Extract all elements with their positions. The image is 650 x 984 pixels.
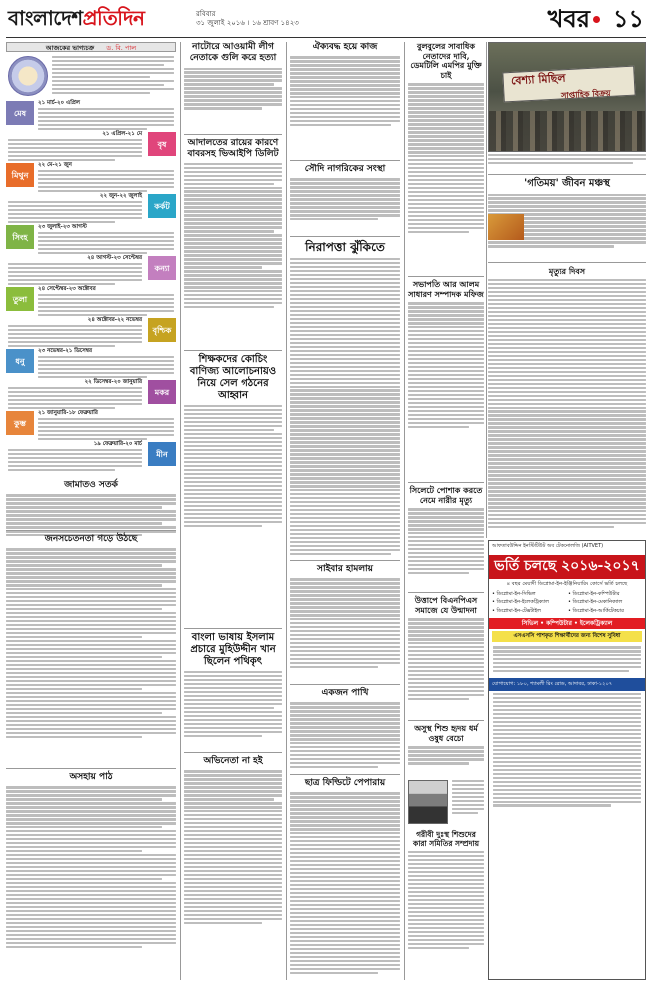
divider [488,174,646,175]
divider [184,134,282,135]
horoscope-sign [6,255,176,285]
divider [488,262,646,263]
horoscope-intro [6,54,176,98]
divider [290,160,400,161]
article-headline: বুলবুলের সাবাধিক নেতাদের দাবি, ডেমটিলি এমপির মুক্তি চাই [410,41,482,80]
divider [290,774,400,775]
column-rule [486,42,487,538]
sign-name: বৃষ [148,132,176,156]
article-natore [184,42,282,110]
sign-name: মেষ [6,101,34,125]
ad-info [489,644,645,674]
sign-dates: ২৪ আগস্ট-২৩ সেপ্টেম্বর [87,255,142,261]
ad-course-item: • ডিপ্লোমা-ইন-সিভিল [492,591,536,597]
sign-name: সিংহ [6,225,34,249]
article-body [290,258,400,555]
article-headline: নাটোরে আওয়ামী লীগ নেতাকে গুলি করে হত্যা [189,42,277,64]
dateline [196,10,299,28]
article-headline: অসুস্থ শিশু হৃদয় ধর্ম ওষুধ বেচো [414,723,478,743]
sign-text [38,232,174,254]
sign-name: মীন [148,442,176,466]
divider [6,530,176,531]
horoscope-sign [6,162,176,192]
sign-text [8,449,142,471]
divider [408,276,484,277]
article-amar [6,772,176,948]
article-obhineta [184,756,282,924]
event-photo [488,214,524,240]
article-headline: ছাত্র ফিল্ডিটে পেপারায় [304,778,386,788]
article-headline: একজন পাখি [321,688,369,698]
divider [408,720,484,721]
article-center-5 [290,688,400,768]
article-headline: মৃত্যুর দিবস [548,266,586,276]
article-body [488,279,646,528]
sign-dates: ২১ জানুয়ারি-১৮ ফেব্রুয়ারি [38,410,98,416]
column-rule [286,42,287,980]
article-body [184,68,282,110]
photo-side-text [452,780,484,814]
logo-part1: বাংলাদেশ [8,6,83,30]
article-body [408,83,484,233]
article-headline: অভিনেতা না হই [203,756,263,766]
article-c4-2 [408,280,484,428]
sign-text [38,356,174,378]
sign-text [8,201,142,223]
sign-text [38,170,174,192]
article-body [408,746,484,764]
article-headline: সভাপতি আর আলম সাধারণ সম্পাদক মফিজ [408,279,484,299]
sign-text [8,387,142,409]
divider [408,592,484,593]
article-c4-3 [408,486,484,574]
article-body [184,671,282,737]
sign-name: কন্যা [148,256,176,280]
sign-name: মকর [148,380,176,404]
horoscope-sign [6,193,176,223]
article-headline: উত্তাপে বিএনপিএস সমাজে যে উন্মাদনা [414,595,478,615]
photo-banner-subtext: সাপ্তাহিক বিক্রয় [560,87,611,101]
horoscope-sign [6,131,176,161]
article-headline: ঐক্যবদ্ধ হয়ে কাজ [312,42,378,52]
ad-course-list [489,589,645,616]
article-c4-6 [408,830,484,949]
article-body [408,618,484,700]
article-center-2 [290,164,400,220]
article-headline: জনসচেতনতা গড়ে উঠছে [44,534,138,544]
divider [408,482,484,483]
divider [290,684,400,685]
ad-yellow-bar: এসএসসি পাশকৃত শিক্ষার্থীদের জন্য বিশেষ সুবিধা [492,631,642,642]
article-body [290,578,400,668]
article-headline: অসহায় পাঠ [69,772,113,782]
horoscope-sign [6,317,176,347]
horoscope-sign [6,100,176,130]
ad-course-item: • ডিপ্লোমা-ইন-কম্পিউটার [568,591,620,597]
article-headline: আদালতের রায়ের কারণে বাবরসহ ভিআইপি ডিলিট [187,138,279,159]
article-body [184,770,282,924]
ad-contact: যোগাযোগ: ১৮০, শ্যামলী রিং রোড, আদাবর, ঢাকা-১২০৭ [489,678,645,691]
ad-course-item: • ডিপ্লোমা-ইন-টেক্সটাইল [492,607,541,614]
article-headline: নিরাপত্তা ঝুঁকিতে [305,240,385,254]
column-rule [180,42,181,980]
horoscope-sign [6,441,176,471]
sign-text [38,108,174,130]
photo-banner-text: বেশ্যা মিছিল [510,71,566,88]
article-headline: 'গতিময়' জীবন মঞ্চস্থ [524,178,610,189]
sign-dates: ২২ ডিসেম্বর-২০ জানুয়ারি [84,379,142,385]
admission-ad [488,540,646,980]
newspaper-logo [8,6,144,31]
article-body [184,405,282,527]
article-headline: শিক্ষকদের কোচিং বাণিজ্য আলোচনায়ও নিয়ে সেল গঠনের আহ্বান [189,354,277,401]
logo-part2: প্রতিদিন [82,6,145,30]
divider [184,752,282,753]
article-coaching [184,354,282,527]
divider [184,350,282,351]
horoscope-sign [6,224,176,254]
article-body [290,792,400,974]
section-title: খবর [547,4,590,33]
astrologer-name: ড. বি. পাল [106,44,137,52]
sign-dates: ২৪ সেপ্টেম্বর-২৩ অক্টোবর [38,286,96,292]
article-adalot [184,138,282,308]
article-c4-5 [408,724,484,765]
ad-red-bar: সিভিল • কম্পিউটার • ইলেকট্রিক্যাল [489,618,645,630]
article-headline: সিলেটে পোশাক করতে নেমে নারীর মৃত্যু [409,485,483,505]
article-body [290,702,400,768]
date-label: ৩১ জুলাই ২০১৬ । ১৬ শ্রাবণ ১৪২৩ [196,19,299,28]
sign-dates: ২৪ অক্টোবর-২২ নভেম্বর [87,317,142,323]
article-c4-4 [408,596,484,700]
article-headline: গরীবী দুঃস্থ শিশুদের কারা সমিতির সম্প্রদায় [412,830,480,848]
ad-course-item: • ডিপ্লোমা-ইন-মেকানিক্যাল [568,599,623,606]
ad-course-item: • ডিপ্লোমা-ইন-আর্কিটেকচার [568,607,624,614]
column-rule [404,42,405,980]
article-body [408,851,484,949]
article-headline: সৌদি নাগরিকের সংস্থা [304,164,386,174]
article-headline: বাংলা ভাষায় ইসলাম প্রচারে মুহিউদ্দীন খান ছিলেন পথিকৃৎ [190,632,276,667]
article-body [184,163,282,309]
sign-dates: ২১ এপ্রিল-২১ মে [102,131,142,137]
article-muhiuddin [184,632,282,737]
horoscope-sign [6,379,176,409]
horoscope-sign [6,348,176,378]
article-center-4 [290,564,400,668]
article-body [6,548,176,738]
article-jongi [6,534,176,738]
sign-dates: ২২ জুন-২২ জুলাই [99,193,142,199]
day-label: রবিবার [196,10,216,18]
photo-caption [488,154,646,164]
article-gotimoy [488,178,646,248]
article-headline: সাইবার হামলায় [317,564,373,574]
article-body [6,786,176,948]
ad-info-2 [489,691,645,809]
sign-text [8,139,142,161]
ad-course-item: • ডিপ্লোমা-ইন-ইলেকট্রিক্যাল [492,599,549,606]
sign-text [8,263,142,285]
horoscope-sign [6,410,176,440]
sign-dates: ২৩ নভেম্বর-২১ ডিসেম্বর [38,348,92,354]
divider [6,768,176,769]
sign-name: মিথুন [6,163,34,187]
horoscope-title: আজকের ভাগ্যচক্র [45,44,95,52]
separator-dot [593,16,600,23]
sign-text [38,418,174,440]
sign-name: ধনু [6,349,34,373]
article-body [290,56,400,126]
ad-subtitle: ৪ বছর মেয়াদী ডিপ্লোমা-ইন-ইঞ্জিনিয়ারিং কোর্সে ভর্তি চলছে [506,580,628,587]
sign-name: কুম্ভ [6,411,34,435]
person-photo [408,780,448,824]
article-center-1 [290,42,400,126]
article-body [290,178,400,220]
ad-institute-name: আফতাবউদ্দিন ইনস্টিটিউট অব টেকনোলজি (AITVET) [489,541,645,555]
article-center-6 [290,778,400,974]
article-obit [488,266,646,528]
sign-text [38,294,174,316]
article-body [408,508,484,574]
sign-name: বৃশ্চিক [148,318,176,342]
article-center-3 [290,240,400,555]
page-number: ১১ [612,4,644,33]
sign-name: তুলা [6,287,34,311]
masthead [6,4,646,38]
horoscope-sign [6,286,176,316]
divider [184,628,282,629]
sign-dates: ২২ মে-২১ জুন [38,162,72,168]
article-body [408,302,484,428]
sign-name: কর্কট [148,194,176,218]
sign-text [8,325,142,347]
horoscope-intro-text [52,56,174,94]
zodiac-wheel-icon [8,56,48,96]
sign-dates: ২১ মার্চ-২০ এপ্রিল [38,100,80,106]
article-c4-1 [408,42,484,233]
divider [290,236,400,237]
news-photo [488,42,646,152]
article-jamat [6,480,176,536]
ad-banner: ভর্তি চলছে ২০১৬-২০১৭ [489,555,645,579]
sign-dates: ১৯ ফেব্রুয়ারি-২০ মার্চ [93,441,142,447]
sign-dates: ২৩ জুলাই-২৩ আগস্ট [38,224,87,230]
article-headline: জামাতও সতর্ক [64,480,118,490]
divider [290,560,400,561]
crowd-photo [489,111,645,151]
horoscope-header [6,42,176,52]
